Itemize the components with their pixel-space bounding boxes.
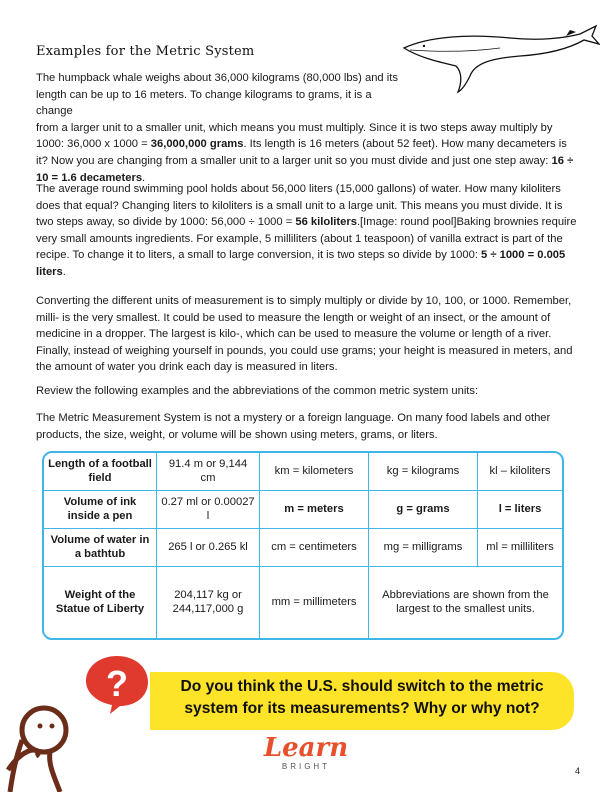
question-mark-icon	[82, 652, 152, 716]
logo-sub: BRIGHT	[281, 762, 331, 771]
table-row	[44, 453, 562, 490]
whale-text-b: . Its length is 16 meters (about 52 feet). How many decameters is it? Now you are changing from a smaller unit to a larger unit so you must divide and just one step away:	[36, 138, 567, 167]
table-row	[44, 528, 562, 566]
pool-text-b: .[Image: round pool]Baking brownies require very small amounts ingredients. For example, 5 milliliters (about 1 teaspoon) of vanilla extract is part of the recipe. To change it to liters, a small to large conversion, it is two steps so divide by 1000:	[36, 216, 577, 262]
paragraph-converting: Converting the different units of measurement is to simply multiply or divide by 10, 100, or 1000. Remember, milli- is the very smallest. It could be used to measure the length or weight of an insect, or the amount of medicine in a dropper. The largest is kilo-, which can be used to measure the volume or length of a river. Finally, instead of weighing yourself in pounds, you could use grams; your height is measured in meters, and the amount of water you drink each day is measured in liters.	[36, 295, 573, 374]
callout-question-text	[150, 676, 574, 720]
abbrev-cell: l = liters	[478, 490, 563, 528]
whale-text-a: from a larger unit to a smaller unit, which means you must multiply. Since it is two steps away multiply by 1000: 36,000 x 1000 =	[36, 121, 553, 151]
thinking-person-icon	[0, 700, 80, 792]
callout-line-1: Do you think the U.S. should switch to the metric	[180, 678, 544, 695]
pool-end: .	[62, 265, 66, 278]
whale-end: .	[142, 171, 146, 184]
paragraph-pool	[36, 181, 579, 281]
abbrev-cell: mm = millimeters	[260, 566, 369, 638]
metric-table	[42, 451, 564, 640]
pool-bold-b: 5 ÷ 1000 = 0.005 liters	[36, 249, 566, 278]
row-label: Weight of the Statue of Liberty	[44, 566, 157, 638]
svg-text:?: ?	[106, 663, 128, 704]
whale-line-1: The humpback whale weighs about 36,000 kilograms (80,000 lbs) and its	[36, 72, 398, 84]
section-heading: Examples for the Metric System	[36, 44, 255, 59]
row-label: Volume of ink inside a pen	[44, 490, 157, 528]
row-value: 204,117 kg or 244,117,000 g	[157, 566, 260, 638]
learn-bright-logo	[256, 735, 356, 785]
paragraph-whale	[36, 70, 579, 186]
paragraph-review: Review the following examples and the abbreviations of the common metric system units:	[36, 385, 479, 397]
abbrev-cell: kg = kilograms	[369, 453, 478, 490]
paragraph-mystery: The Metric Measurement System is not a mystery or a foreign language. On many food labels and other products, the size, weight, or volume will be shown using meters, grams, or liters.	[36, 412, 551, 441]
abbrev-note: Abbreviations are shown from the largest to the smallest units.	[369, 566, 563, 638]
abbrev-cell: mg = milligrams	[369, 528, 478, 566]
row-value: 0.27 ml or 0.00027 l	[157, 490, 260, 528]
pool-bold-a: 56 kiloliters	[295, 216, 357, 229]
whale-line-2: length can be up to 16 meters. To change kilograms to grams, it is a change	[36, 88, 372, 118]
pool-text-a: The average round swimming pool holds about 56,000 liters (15,000 gallons) of water. How many kiloliters does that equal? Changing liters to kiloliters is a small unit to a large unit. This means you must divide. It is two steps away, so divide by 1000: 56,000 ÷ 1000 =	[36, 183, 563, 229]
abbrev-cell: km = kilometers	[260, 453, 369, 490]
page-number: 4	[575, 766, 581, 776]
abbrev-cell: kl – kiloliters	[478, 453, 563, 490]
abbrev-cell: m = meters	[260, 490, 369, 528]
callout-line-2: system for its measurements? Why or why not?	[184, 700, 540, 717]
row-label: Length of a football field	[44, 453, 157, 490]
abbrev-cell: g = grams	[369, 490, 478, 528]
whale-bold-b: 16 ÷ 10 = 1.6 decameters	[36, 154, 574, 184]
row-value: 265 l or 0.265 kl	[157, 528, 260, 566]
abbrev-cell: ml = milliliters	[478, 528, 563, 566]
whale-bold-a: 36,000,000 grams	[150, 138, 244, 151]
table-row	[44, 566, 562, 638]
row-value: 91.4 m or 9,144 cm	[157, 453, 260, 490]
table-row	[44, 490, 562, 528]
logo-word: Learn	[263, 733, 349, 763]
abbrev-cell: cm = centimeters	[260, 528, 369, 566]
row-label: Volume of water in a bathtub	[44, 528, 157, 566]
